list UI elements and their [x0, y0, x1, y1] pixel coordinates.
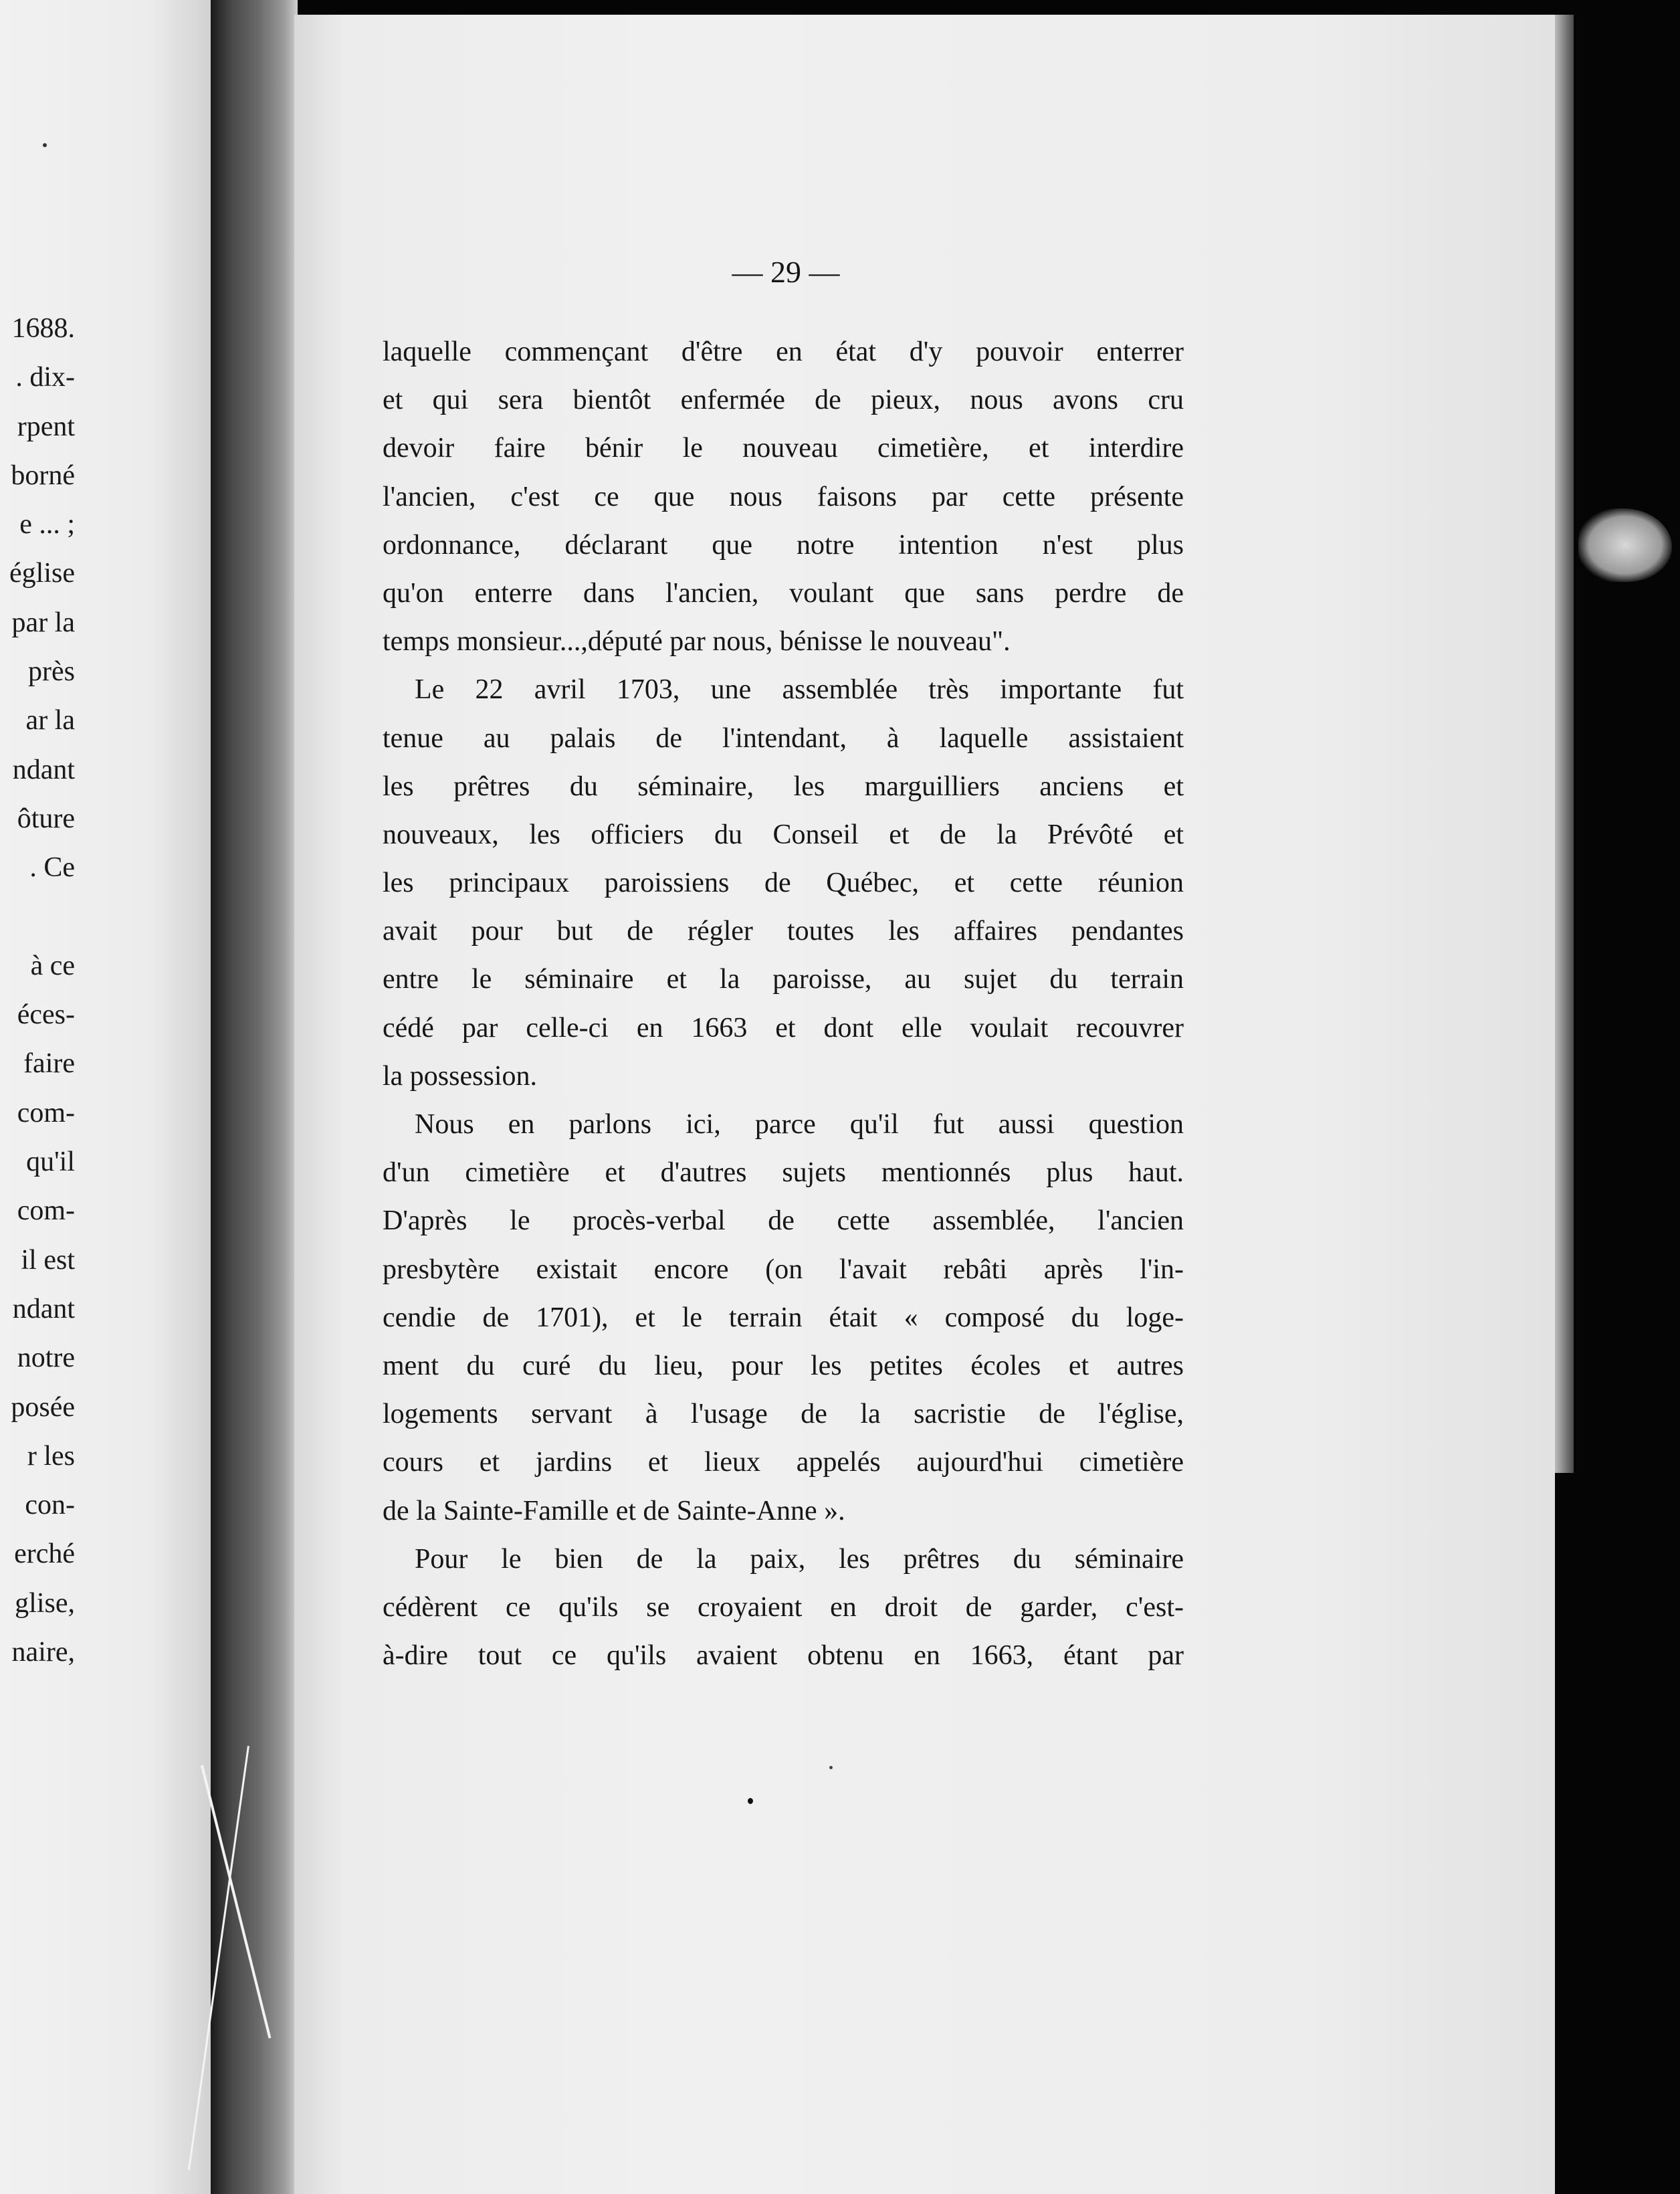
text-line: la possession. — [383, 1060, 537, 1092]
text-line: devoir faire bénir le nouveau cimetière, et interdire — [383, 433, 1184, 464]
left-page-fragment: posée — [11, 1391, 75, 1423]
left-page-fragment: glise, — [15, 1587, 75, 1619]
page-edge-shadow — [1555, 15, 1574, 1473]
left-page-fragment: naire, — [11, 1637, 75, 1668]
text-line: presbytère existait encore (on l'avait rebâti après l'in- — [383, 1254, 1184, 1285]
text-line: cédé par celle-ci en 1663 et dont elle voulait recouvrer — [383, 1012, 1184, 1043]
left-page-fragment: il est — [21, 1244, 75, 1276]
left-page-fragment: ndant — [12, 1293, 75, 1324]
left-page-fragment: faire — [23, 1048, 75, 1080]
left-page — [0, 0, 214, 2194]
text-line: temps monsieur...,député par nous, bénisse le nouveau". — [383, 626, 1011, 658]
text-line: D'après le procès-verbal de cette assemblée, l'ancien — [383, 1205, 1184, 1237]
text-line: ordonnance, déclarant que notre intention n'est plus — [383, 529, 1184, 561]
left-page-fragment: par la — [11, 607, 75, 638]
left-page-fragment: com- — [17, 1195, 75, 1227]
text-line: les principaux paroissiens de Québec, et cette réunion — [383, 868, 1184, 899]
left-page-fragment: éces- — [17, 999, 75, 1031]
text-line: Pour le bien de la paix, les prêtres du séminaire — [415, 1543, 1184, 1575]
text-line: les prêtres du séminaire, les marguilliers anciens et — [383, 771, 1184, 802]
left-page-fragment: église — [9, 558, 75, 589]
dust-speck — [43, 143, 47, 147]
text-line: l'ancien, c'est ce que nous faisons par cette présente — [383, 481, 1184, 512]
text-line: Nous en parlons ici, parce qu'il fut aussi question — [415, 1109, 1184, 1140]
left-page-fragment: ar la — [25, 705, 75, 736]
page-body-text — [383, 328, 1184, 1680]
text-line: avait pour but de régler toutes les affaires pendantes — [383, 916, 1184, 947]
text-line: nouveaux, les officiers du Conseil et de la Prévôté et — [383, 819, 1184, 850]
text-line: tenue au palais de l'intendant, à laquelle assistaient — [383, 722, 1184, 754]
text-line: Le 22 avril 1703, une assemblée très importante fut — [415, 674, 1184, 706]
text-line: de la Sainte-Famille et de Sainte-Anne ». — [383, 1495, 845, 1526]
left-page-fragment: qu'il — [26, 1146, 75, 1178]
left-page-fragment: e ... ; — [19, 509, 75, 540]
left-page-text-fragments — [0, 304, 75, 1677]
left-page-fragment: borné — [11, 460, 75, 491]
book-gutter-shadow — [211, 0, 298, 2194]
left-page-fragment: 1688. — [11, 313, 75, 344]
left-page-fragment: près — [28, 656, 75, 688]
left-page-fragment: ndant — [12, 754, 75, 785]
text-line: cédèrent ce qu'ils se croyaient en droit de garder, c'est- — [383, 1591, 1184, 1623]
left-page-fragment: . Ce — [29, 852, 75, 884]
left-page-fragment: ôture — [17, 803, 75, 834]
left-page-fragment: à ce — [30, 950, 75, 981]
left-page-fragment: . dix- — [15, 362, 75, 393]
text-line: et qui sera bientôt enfermée de pieux, nous avons cru — [383, 385, 1184, 416]
text-line: entre le séminaire et la paroisse, au sujet du terrain — [383, 964, 1184, 995]
text-line: laquelle commençant d'être en état d'y pouvoir enterrer — [383, 336, 1184, 367]
dust-speck — [829, 1766, 833, 1769]
page-number: — 29 — — [732, 255, 840, 289]
text-line: logements servant à l'usage de la sacristie de l'église, — [383, 1399, 1184, 1430]
left-page-fragment: r les — [27, 1440, 75, 1472]
left-page-fragment: erché — [14, 1538, 75, 1570]
text-line: cours et jardins et lieux appelés aujourd'hui cimetière — [383, 1447, 1184, 1478]
left-page-fragment: rpent — [17, 411, 75, 442]
left-page-fragment: notre — [17, 1342, 75, 1374]
text-line: à-dire tout ce qu'ils avaient obtenu en 1663, étant par — [383, 1640, 1184, 1672]
left-page-fragment: com- — [17, 1097, 75, 1128]
left-page-fragment: con- — [25, 1490, 75, 1521]
scan-stain — [1578, 508, 1672, 582]
text-line: ment du curé du lieu, pour les petites écoles et autres — [383, 1350, 1184, 1381]
text-line: cendie de 1701), et le terrain était « composé du loge- — [383, 1302, 1184, 1333]
text-line: d'un cimetière et d'autres sujets mentionnés plus haut. — [383, 1157, 1184, 1189]
dust-speck — [748, 1798, 753, 1804]
left-page-fragment — [0, 893, 75, 942]
text-line: qu'on enterre dans l'ancien, voulant que sans perdre de — [383, 577, 1184, 609]
